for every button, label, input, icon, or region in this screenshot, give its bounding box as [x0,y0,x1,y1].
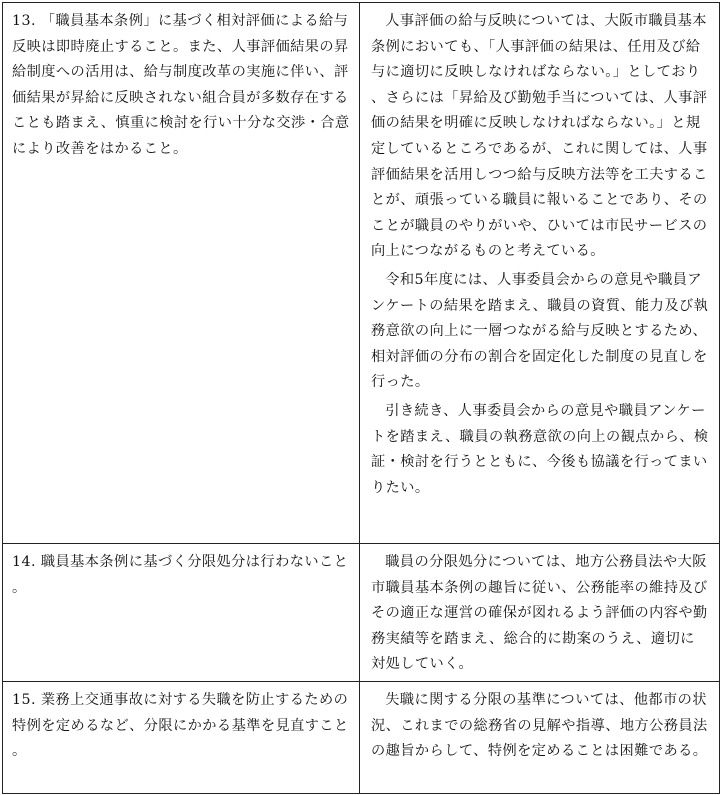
response-paragraph: 失職に関する分限の基準については、他都市の状況、これまでの総務省の見解や指導、地方公務員法の趣旨からして、特例を定めることは困難である。 [371,692,708,760]
request-text: 15. 業務上交通事故に対する失職を防止するための特例を定めるなど、分限にかかる基準を見直すこと。 [12,692,349,760]
response-paragraph: 令和5年度には、人事委員会からの意見や職員アンケートの結果を踏まえ、職員の資質、能力及び執務意欲の向上に一層つながる給与反映とするため、相対評価の分布の割合を固定化した制度の見直しを行った。 [371,271,709,391]
request-text: 13. 「職員基本条例」に基づく相対評価による給与反映は即時廃止すること。また、人事評価結果の昇給制度への活用は、給与制度改革の実施に伴い、評価結果が昇給に反映されない組合員が多数存在することも踏まえ、慎重に検討を行い十分な交渉・合意により改善をはかること。 [12,13,350,157]
table-row [3,3,720,544]
table-row [3,544,720,682]
table-row [3,682,720,794]
response-cell [360,682,720,794]
response-cell [360,544,720,682]
request-cell [3,682,360,794]
request-cell [3,3,360,544]
request-cell [3,544,360,682]
response-paragraph: 人事評価の給与反映については、大阪市職員基本条例においても、「人事評価の結果は、任用及び給与に適切に反映しなければならない。」としており、さらには「昇給及び勤勉手当については、人事評価の結果を明確に反映しなければならない。」と規定しているところであるが、これに関しては、人事評価結果を活用しつつ給与反映方法等を工夫することが、頑張っている職員に報いることであり、そのことが職員のやりがいや、ひいては市民サービスの向上につながるものと考えている。 [371,13,708,260]
request-response-table [2,2,720,794]
response-paragraph: 引き続き、人事委員会からの意見や職員アンケートを踏まえ、職員の執務意欲の向上の観点から、検証・検討を行うとともに、今後も協議を行ってまいりたい。 [371,402,709,496]
request-text: 14. 職員基本条例に基づく分限処分は行わないこと。 [12,554,349,596]
response-cell [360,3,720,544]
response-paragraph: 職員の分限処分については、地方公務員法や大阪市職員基本条例の趣旨に従い、公務能率の維持及びその適正な運営の確保が図れるよう評価の内容や勤務実績等を踏まえ、総合的に勘案のうえ、適切に対処していく。 [371,554,708,673]
